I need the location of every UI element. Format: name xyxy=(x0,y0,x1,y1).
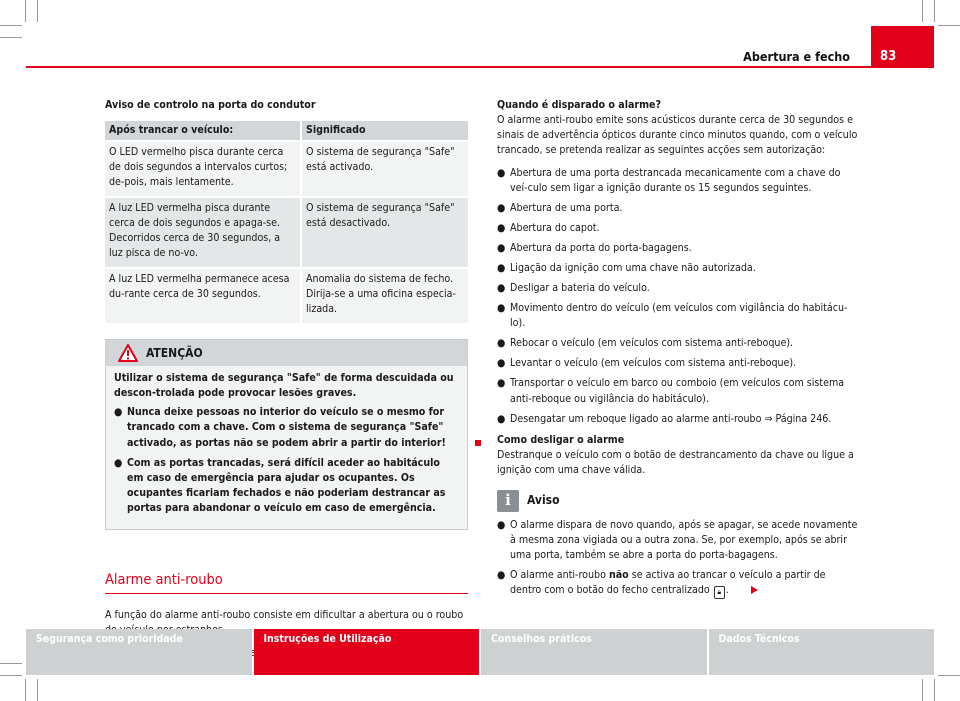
continue-arrow-icon xyxy=(751,586,758,594)
table-row xyxy=(105,141,468,197)
bullet-icon: ● xyxy=(497,282,506,295)
bullet-icon: ● xyxy=(114,456,123,469)
list-item-text xyxy=(510,568,859,599)
bullet-icon: ● xyxy=(497,262,506,275)
table-cell: Anomalia do sistema de fecho. Dirija-se a uma oficina especia-lizada. xyxy=(301,268,468,324)
list-item xyxy=(497,166,859,196)
bullet-icon: ● xyxy=(497,302,506,315)
list-item-text: Transportar o veículo em barco ou comboio (em veículos com sistema anti-reboque ou vigilância do habitáculo). xyxy=(510,377,845,405)
list-item xyxy=(497,301,859,331)
crop-mark xyxy=(37,0,38,22)
list-item xyxy=(497,201,859,216)
crop-mark xyxy=(922,679,923,701)
list-item-text: Desligar a bateria do veículo. xyxy=(510,282,650,295)
bullet-icon: ● xyxy=(497,202,506,215)
warning-intro: Utilizar o sistema de segurança "Safe" de forma descuidada ou descon-trolada pode provocar lesões graves. xyxy=(114,372,454,400)
crop-mark xyxy=(938,25,960,26)
crop-mark xyxy=(934,0,935,22)
list-item-text: Rebocar o veículo (em veículos com sistema anti-reboque). xyxy=(510,337,794,350)
list-item[interactable] xyxy=(497,412,859,427)
list-item-text: O alarme dispara de novo quando, após se apagar, se acede novamente à mesma zona vigiada ou a outra zona. Se, por exemplo, após se abrir uma porta, também se abre a porta do porta-bagagens. xyxy=(510,518,858,561)
list-item-text: Abertura de uma porta destrancada mecanicamente com a chave do veí-culo sem ligar a ignição durante os 15 segundos seguintes. xyxy=(510,167,841,195)
list-item-text: Movimento dentro do veículo (em veículos com vigilância do habitácu-lo). xyxy=(510,302,848,330)
list-item xyxy=(497,221,859,236)
text-run: O alarme anti-roubo xyxy=(510,568,609,581)
list-item xyxy=(497,568,859,599)
table-cell: O LED vermelho pisca durante cerca de dois segundos a intervalos curtos; de-pois, mais lentamente. xyxy=(105,141,301,197)
crop-mark xyxy=(0,675,22,676)
table-row xyxy=(105,268,468,324)
crop-mark xyxy=(25,679,26,701)
list-item-text: Abertura de uma porta. xyxy=(510,202,623,215)
page-number: 83 xyxy=(871,26,934,66)
bullet-icon: ● xyxy=(497,357,506,370)
crop-mark xyxy=(922,0,923,22)
list-item-text: Com as portas trancadas, será difícil aceder ao habitáculo em caso de emergência para ajudar os ocupantes. Os ocupantes ficariam fechados e não poderiam destrancar as portas para abandonar o veículo em caso de emergência. xyxy=(127,456,446,514)
right-column xyxy=(497,98,859,604)
bullet-icon: ● xyxy=(497,377,506,390)
list-item-text: Levantar o veículo (em veículos com sistema anti-reboque). xyxy=(510,357,797,370)
crop-mark xyxy=(37,679,38,701)
list-item xyxy=(497,336,859,351)
bullet-icon: ● xyxy=(497,568,506,581)
central-lock-button-icon: 🔒︎ xyxy=(714,586,725,599)
crop-mark xyxy=(0,25,22,26)
paragraph: O alarme anti-roubo emite sons acústicos durante cerca de 30 segundos e sinais de advertência ópticos durante cinco minutos quando, com o veículo trancado, se pretenda realizar as seguintes acções sem autorização: xyxy=(497,114,858,157)
column-header: Após trancar o veículo: xyxy=(105,121,301,141)
header-rule xyxy=(26,66,934,68)
list-item xyxy=(497,376,859,406)
warning-triangle-icon xyxy=(118,344,138,362)
bullet-icon: ● xyxy=(497,167,506,180)
subheading: Quando é disparado o alarme? xyxy=(497,99,662,111)
crop-mark xyxy=(25,0,26,22)
warning-box xyxy=(105,339,468,529)
subheading: Como desligar o alarme xyxy=(497,433,625,446)
led-signal-table xyxy=(105,121,468,325)
list-item xyxy=(497,518,859,563)
text-run: . xyxy=(725,583,729,596)
table-row xyxy=(105,197,468,268)
table-cell: A luz LED vermelha pisca durante cerca de dois segundos e apaga-se. Decorridos cerca de 30 segundos, a luz pisca de no-vo. xyxy=(105,197,301,268)
list-item xyxy=(497,356,859,371)
table-cell: A luz LED vermelha permanece acesa du-rante cerca de 30 segundos. xyxy=(105,268,301,324)
list-item xyxy=(497,281,859,296)
table-cell: O sistema de segurança "Safe" está desactivado. xyxy=(301,197,468,268)
crop-mark xyxy=(0,663,22,664)
paragraph: A função do alarme anti-roubo consiste em dificultar a abertura ou o roubo xyxy=(105,609,464,622)
note-title: Aviso xyxy=(527,493,560,508)
footer-nav xyxy=(26,629,934,675)
table-cell: O sistema de segurança "Safe" está activado. xyxy=(301,141,468,197)
column-header: Significado xyxy=(301,121,468,141)
list-item-text: Abertura da porta do porta-bagagens. xyxy=(510,242,692,255)
left-column xyxy=(105,98,468,684)
list-item xyxy=(114,456,459,516)
bullet-icon: ● xyxy=(497,518,506,531)
crop-mark xyxy=(938,675,960,676)
bullet-icon: ● xyxy=(497,222,506,235)
list-item xyxy=(497,261,859,276)
warning-body xyxy=(106,366,467,528)
page-reference-link[interactable]: Desengatar um reboque ligado ao alarme anti-roubo ⇒ Página 246. xyxy=(510,412,832,425)
emphasis-text: não xyxy=(608,568,629,581)
footer-tab-dados[interactable]: Dados Técnicos xyxy=(709,629,935,675)
table-caption: Aviso de controlo na porta do condutor xyxy=(105,99,316,111)
info-icon: i xyxy=(497,490,519,512)
list-item-text: Ligação da ignição com uma chave não autorizada. xyxy=(510,262,756,275)
footer-tab-seguranca[interactable]: Segurança como prioridade xyxy=(26,629,252,675)
list-item xyxy=(497,241,859,256)
crop-mark xyxy=(0,37,22,38)
list-item-text: Nunca deixe pessoas no interior do veículo se o mesmo for trancado com a chave. Com o sistema de segurança "Safe" activado, as portas não se podem abrir a partir do interior! xyxy=(127,406,446,449)
bullet-icon: ● xyxy=(497,412,506,425)
section-heading: Alarme anti-roubo xyxy=(105,570,468,595)
list-item xyxy=(114,405,459,450)
footer-tab-conselhos[interactable]: Conselhos práticos xyxy=(481,629,707,675)
bullet-icon: ● xyxy=(114,406,123,419)
section-end-mark xyxy=(475,440,481,446)
bullet-icon: ● xyxy=(497,337,506,350)
warning-header xyxy=(106,340,467,366)
text-run: se activa ao trancar o veículo a partir de dentro com o botão do fecho centralizado xyxy=(510,568,826,596)
page-title: Abertura e fecho xyxy=(743,49,850,64)
warning-title: ATENÇÃO xyxy=(146,345,203,360)
crop-mark xyxy=(934,679,935,701)
bullet-icon: ● xyxy=(497,242,506,255)
footer-tab-instrucoes[interactable]: Instruções de Utilização xyxy=(254,629,480,675)
note-header xyxy=(497,490,859,512)
table-header-row xyxy=(105,121,468,141)
list-item-text: Abertura do capot. xyxy=(510,222,600,235)
paragraph: Destranque o veículo com o botão de destrancamento da chave ou ligue a ignição com uma chave válida. xyxy=(497,448,854,476)
